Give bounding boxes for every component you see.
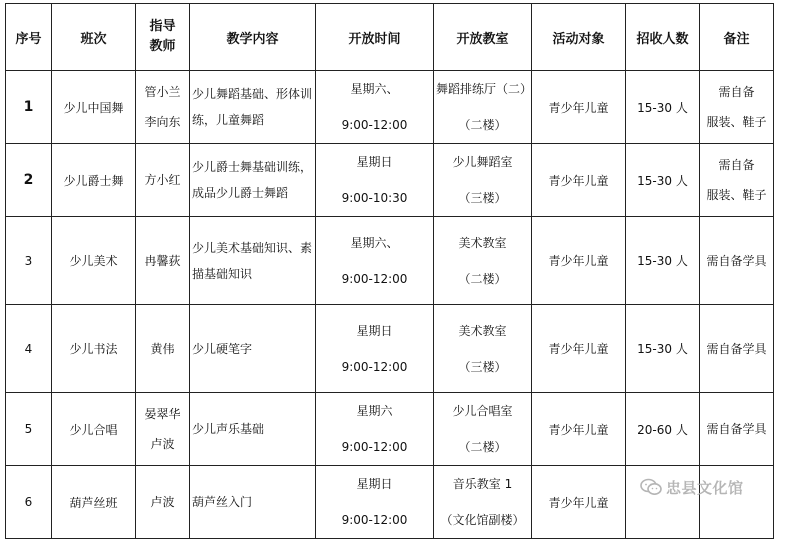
header-target: 活动对象 <box>532 4 626 71</box>
header-no: 序号 <box>6 4 52 71</box>
cell-class: 少儿中国舞 <box>52 71 136 144</box>
cell-content-line: 描基础知识 <box>192 266 253 281</box>
cell-content-line: 少儿硬笔字 <box>192 341 253 356</box>
cell-note <box>700 217 774 305</box>
cell-content-line: 练，儿童舞蹈 <box>192 113 265 127</box>
header-note: 备注 <box>700 4 774 71</box>
cell-time-line: 星期六、 <box>350 235 399 250</box>
cell-teachers-lines <box>138 77 187 137</box>
cell-count: 15-30 人 <box>626 71 700 144</box>
cell-count: 15-30 人 <box>626 144 700 217</box>
cell-content <box>190 305 316 393</box>
cell-room <box>434 217 532 305</box>
cell-room-line: （三楼） <box>458 191 507 205</box>
cell-room-line: （文化馆副楼） <box>440 513 525 527</box>
cell-teachers-line: 卢波 <box>150 495 175 509</box>
cell-content-lines <box>192 154 313 206</box>
cell-count: 20-60 人 <box>626 393 700 466</box>
cell-time-line: 星期日 <box>356 477 393 491</box>
cell-target: 青少年儿童 <box>532 71 626 144</box>
cell-room <box>434 305 532 393</box>
header-class: 班次 <box>52 4 136 71</box>
cell-teachers-line: 管小兰 <box>144 85 181 99</box>
cell-content-lines <box>192 336 313 362</box>
cell-time-line: 星期日 <box>356 323 393 338</box>
cell-room-lines <box>436 225 529 297</box>
cell-content-line: 成品少儿爵士舞蹈 <box>192 186 289 200</box>
cell-content <box>190 466 316 539</box>
cell-content <box>190 393 316 466</box>
cell-content-lines <box>192 489 313 515</box>
table-row <box>6 393 774 466</box>
cell-teachers <box>136 466 190 539</box>
cell-room-lines <box>436 71 533 143</box>
cell-content-lines <box>192 235 313 287</box>
cell-note <box>700 393 774 466</box>
header-room: 开放教室 <box>434 4 532 71</box>
cell-teachers-lines <box>138 399 187 459</box>
cell-note-line: 需自备 <box>718 158 755 172</box>
cell-time-lines <box>318 313 431 385</box>
cell-time-line: 9:00-12:00 <box>341 118 408 132</box>
cell-time <box>316 393 434 466</box>
cell-teachers <box>136 71 190 144</box>
cell-teachers <box>136 144 190 217</box>
cell-room <box>434 466 532 539</box>
watermark-text: 忠县文化馆 <box>666 478 744 497</box>
cell-room-line: 音乐教室 1 <box>452 477 513 491</box>
cell-time-line: 9:00-12:00 <box>341 271 408 286</box>
cell-time-line: 9:00-12:00 <box>341 440 408 454</box>
cell-time-lines <box>318 466 431 538</box>
cell-room-lines <box>436 313 529 385</box>
course-schedule-table <box>5 3 774 539</box>
cell-time-line: 星期六、 <box>350 82 399 96</box>
cell-note-line: 需自备学具 <box>706 341 767 356</box>
cell-room-line: 舞蹈排练厅（二） <box>436 82 533 96</box>
cell-content-line: 少儿声乐基础 <box>192 422 265 436</box>
cell-teachers-line: 卢波 <box>150 437 175 451</box>
cell-teachers <box>136 305 190 393</box>
cell-content-line: 少儿美术基础知识、素 <box>192 240 313 255</box>
cell-room-line: 美术教室 <box>458 235 507 250</box>
cell-teachers-lines <box>138 334 187 364</box>
cell-class: 少儿合唱 <box>52 393 136 466</box>
cell-class: 少儿书法 <box>52 305 136 393</box>
cell-room-lines <box>436 144 529 216</box>
cell-note-lines <box>702 246 771 276</box>
cell-room-lines <box>436 466 529 538</box>
cell-teachers-lines <box>138 165 187 195</box>
cell-no: 4 <box>6 305 52 393</box>
cell-content <box>190 144 316 217</box>
table-row <box>6 305 774 393</box>
wechat-icon <box>640 478 662 496</box>
cell-teachers-line: 李向东 <box>144 115 181 129</box>
cell-room-line: 美术教室 <box>458 323 507 338</box>
cell-room <box>434 144 532 217</box>
cell-time-line: 星期六 <box>356 404 393 418</box>
cell-note <box>700 71 774 144</box>
cell-time-line: 9:00-12:00 <box>341 359 408 374</box>
cell-target: 青少年儿童 <box>532 217 626 305</box>
cell-room-line: 少儿合唱室 <box>452 404 513 418</box>
wechat-watermark <box>640 474 770 500</box>
cell-teachers-lines <box>138 487 187 517</box>
cell-time <box>316 71 434 144</box>
cell-note-line: 需自备 <box>718 85 755 99</box>
header-count: 招收人数 <box>626 4 700 71</box>
cell-time-line: 9:00-10:30 <box>341 191 408 205</box>
cell-no: 3 <box>6 217 52 305</box>
header-time: 开放时间 <box>316 4 434 71</box>
cell-teachers-lines <box>138 246 187 276</box>
cell-room-line: （三楼） <box>458 359 507 374</box>
cell-no: 6 <box>6 466 52 539</box>
cell-time-lines <box>318 71 431 143</box>
cell-content-line: 少儿爵士舞基础训练， <box>192 160 313 174</box>
cell-room-line: （二楼） <box>458 118 507 132</box>
cell-note-lines <box>702 150 771 210</box>
cell-note-lines <box>702 414 771 444</box>
cell-note-line: 需自备学具 <box>706 253 767 268</box>
cell-content <box>190 217 316 305</box>
cell-note-line: 服装、鞋子 <box>706 188 767 202</box>
cell-time-lines <box>318 225 431 297</box>
cell-content <box>190 71 316 144</box>
cell-content-lines <box>192 416 313 442</box>
table-row <box>6 71 774 144</box>
cell-note-lines <box>702 77 771 137</box>
cell-time-line: 9:00-12:00 <box>341 513 408 527</box>
cell-note-line: 服装、鞋子 <box>706 115 767 129</box>
cell-room-line: （二楼） <box>458 271 507 286</box>
cell-teachers-line: 方小红 <box>144 173 181 187</box>
cell-no: 5 <box>6 393 52 466</box>
cell-class: 少儿爵士舞 <box>52 144 136 217</box>
cell-no: 2 <box>6 144 52 217</box>
cell-target: 青少年儿童 <box>532 466 626 539</box>
cell-room-lines <box>436 393 529 465</box>
cell-content-line: 葫芦丝入门 <box>192 495 253 509</box>
cell-content-line: 少儿舞蹈基础、形体训 <box>192 87 313 101</box>
table-row <box>6 144 774 217</box>
cell-teachers-line: 晏翠华 <box>144 407 181 421</box>
cell-target: 青少年儿童 <box>532 144 626 217</box>
cell-teachers <box>136 393 190 466</box>
table-row <box>6 217 774 305</box>
cell-teachers <box>136 217 190 305</box>
cell-class: 葫芦丝班 <box>52 466 136 539</box>
cell-room <box>434 71 532 144</box>
header-row <box>6 4 774 71</box>
cell-room-line: （二楼） <box>458 440 507 454</box>
cell-content-lines <box>192 81 313 133</box>
cell-note <box>700 144 774 217</box>
cell-count: 15-30 人 <box>626 217 700 305</box>
cell-target: 青少年儿童 <box>532 305 626 393</box>
cell-room <box>434 393 532 466</box>
cell-teachers-line: 冉馨荻 <box>144 253 181 268</box>
cell-time-lines <box>318 393 431 465</box>
cell-target: 青少年儿童 <box>532 393 626 466</box>
cell-time <box>316 144 434 217</box>
cell-time <box>316 217 434 305</box>
cell-note <box>700 305 774 393</box>
cell-teachers-line: 黄伟 <box>150 341 175 356</box>
cell-class: 少儿美术 <box>52 217 136 305</box>
cell-note-lines <box>702 334 771 364</box>
cell-time <box>316 466 434 539</box>
cell-time-line: 星期日 <box>356 155 393 169</box>
header-teacher: 指导 教师 <box>136 4 190 71</box>
cell-time <box>316 305 434 393</box>
cell-note-line: 需自备学具 <box>706 422 767 436</box>
header-content: 教学内容 <box>190 4 316 71</box>
cell-count: 15-30 人 <box>626 305 700 393</box>
cell-time-lines <box>318 144 431 216</box>
cell-room-line: 少儿舞蹈室 <box>452 155 513 169</box>
cell-no: 1 <box>6 71 52 144</box>
